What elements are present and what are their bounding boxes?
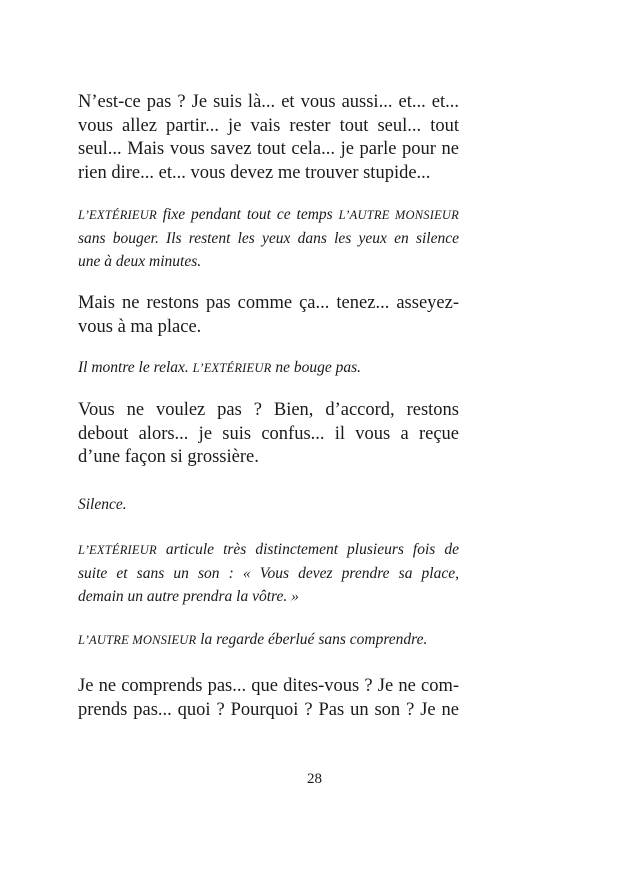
paragraph xyxy=(78,399,459,470)
text-line xyxy=(78,538,459,562)
stage-direction xyxy=(78,538,459,609)
text-line xyxy=(78,227,459,251)
text-segment: ne bouge pas. xyxy=(271,359,361,376)
text-segment: seul... Mais vous savez tout cela... je parle pour ne xyxy=(78,139,459,159)
text-segment: Je ne comprends pas... que dites-vous ? Je ne com- xyxy=(78,676,459,696)
character-name: L’AUTRE MONSIEUR xyxy=(338,208,459,222)
stage-direction xyxy=(78,628,459,652)
text-line xyxy=(78,292,459,316)
paragraph xyxy=(78,292,459,339)
text-segment: rien dire... et... vous devez me trouver stupide... xyxy=(78,162,431,183)
text-line xyxy=(78,138,459,162)
text-segment: fixe pendant tout ce temps xyxy=(156,206,339,223)
paragraph xyxy=(78,91,459,185)
text-line xyxy=(78,356,459,380)
stage-direction xyxy=(78,203,459,274)
text-line xyxy=(78,423,459,447)
text-line xyxy=(78,162,459,186)
text-line xyxy=(78,493,459,517)
text-segment: Il montre le relax. xyxy=(78,359,193,376)
text-segment: vous à ma place. xyxy=(78,316,202,337)
text-segment: Silence. xyxy=(78,496,127,513)
character-name: L’EXTÉRIEUR xyxy=(78,543,157,557)
character-name: L’EXTÉRIEUR xyxy=(78,208,157,222)
text-segment: Mais ne restons pas comme ça... tenez... asseyez- xyxy=(78,293,459,313)
text-segment: prends pas... quoi ? Pourquoi ? Pas un son ? Je ne xyxy=(78,699,459,720)
text-segment: debout alors... je suis confus... il vous a reçue xyxy=(78,423,459,444)
text-segment: d’une façon si grossière. xyxy=(78,447,259,467)
text-line xyxy=(78,562,459,586)
character-name: L’EXTÉRIEUR xyxy=(192,361,272,375)
text-segment: une à deux minutes. xyxy=(78,253,202,270)
text-line xyxy=(78,316,459,340)
stage-direction xyxy=(78,493,459,517)
paragraph xyxy=(78,675,459,722)
stage-direction xyxy=(78,356,459,380)
text-segment: suite et sans un son : « Vous devez prendre sa place, xyxy=(78,564,459,582)
text-segment: Vous ne voulez pas ? Bien, d’accord, restons xyxy=(78,400,459,420)
text-line xyxy=(78,91,459,115)
page-number: 28 xyxy=(307,771,322,787)
text-segment: la regarde éberlué sans comprendre. xyxy=(196,631,428,648)
text-line xyxy=(78,628,459,652)
text-segment: articule très distinctement plusieurs fois de xyxy=(156,541,459,558)
text-line xyxy=(78,675,459,699)
text-line xyxy=(78,203,459,227)
text-line xyxy=(78,115,459,139)
text-segment: N’est-ce pas ? Je suis là... et vous aussi... et... et... xyxy=(78,92,459,112)
character-name: L’AUTRE MONSIEUR xyxy=(78,633,197,647)
text-line xyxy=(78,250,459,274)
text-line xyxy=(78,585,459,609)
text-line xyxy=(78,446,459,470)
text-segment: sans bouger. Ils restent les yeux dans les yeux en silence xyxy=(78,229,459,247)
text-line xyxy=(78,399,459,423)
text-line xyxy=(78,699,459,723)
text-segment: demain un autre prendra la vôtre. » xyxy=(78,588,299,605)
text-segment: vous allez partir... je vais rester tout seul... tout xyxy=(78,115,459,136)
